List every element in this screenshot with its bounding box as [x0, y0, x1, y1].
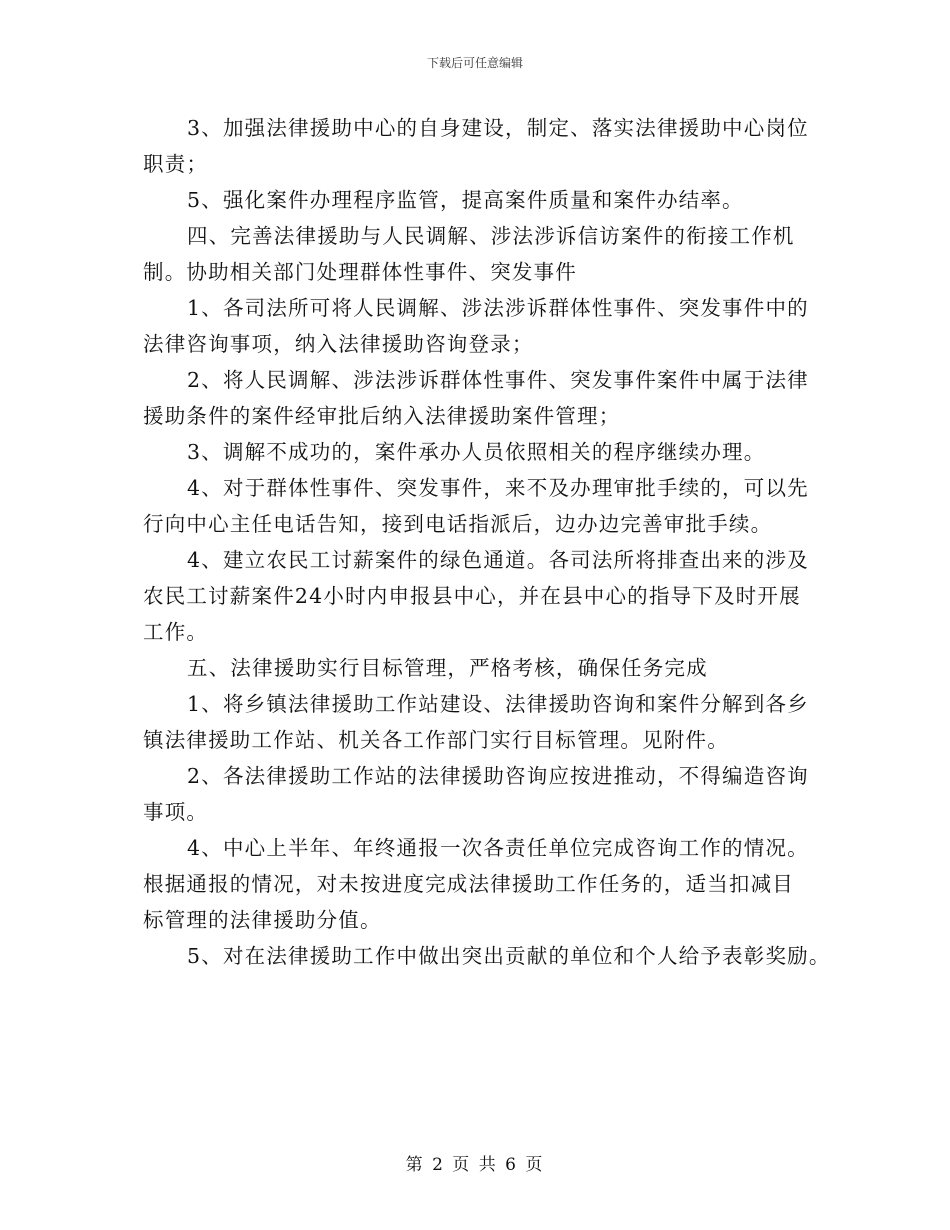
- text-line: 标管理的法律援助分值。: [143, 908, 382, 932]
- text-line: 四、完善法律援助与人民调解、涉法涉诉信访案件的衔接工作机: [187, 224, 795, 248]
- text-line: 五、法律援助实行目标管理，严格考核，确保任务完成: [187, 656, 708, 680]
- text-line: 工作。: [143, 620, 209, 644]
- page-footer: 第 2 页 共 6 页: [405, 1155, 545, 1175]
- text-line: 职责；: [143, 152, 209, 176]
- text-line: 援助条件的案件经审批后纳入法律援助案件管理；: [143, 404, 621, 428]
- text-line: 镇法律援助工作站、机关各工作部门实行目标管理。见附件。: [143, 728, 729, 752]
- text-line: 5、强化案件办理程序监管，提高案件质量和案件办结率。: [187, 188, 744, 212]
- text-line: 法律咨询事项，纳入法律援助咨询登录；: [143, 332, 534, 356]
- text-line: 事项。: [143, 800, 209, 824]
- text-line: 4、建立农民工讨薪案件的绿色通道。各司法所将排查出来的涉及: [187, 548, 809, 572]
- document-body: [143, 110, 833, 974]
- text-line: 4、中心上半年、年终通报一次各责任单位完成咨询工作的情况。: [187, 836, 809, 860]
- text-line: 2、各法律援助工作站的法律援助咨询应按进推动，不得编造咨询: [187, 764, 809, 788]
- text-line: 农民工讨薪案件24小时内申报县中心，并在县中心的指导下及时开展: [143, 584, 801, 608]
- text-line: 行向中心主任电话告知，接到电话指派后，边办边完善审批手续。: [143, 512, 773, 536]
- text-line: 1、各司法所可将人民调解、涉法涉诉群体性事件、突发事件中的: [187, 296, 809, 320]
- text-line: 1、将乡镇法律援助工作站建设、法律援助咨询和案件分解到各乡: [187, 692, 809, 716]
- text-line: 5、对在法律援助工作中做出突出贡献的单位和个人给予表彰奖励。: [187, 944, 831, 968]
- text-line: 3、加强法律援助中心的自身建设，制定、落实法律援助中心岗位: [187, 116, 809, 140]
- text-line: 2、将人民调解、涉法涉诉群体性事件、突发事件案件中属于法律: [187, 368, 809, 392]
- text-line: 根据通报的情况，对未按进度完成法律援助工作任务的，适当扣减目: [143, 872, 794, 896]
- text-line: 制。协助相关部门处理群体性事件、突发事件: [143, 260, 577, 284]
- text-line: 3、调解不成功的，案件承办人员依照相关的程序继续办理。: [187, 440, 766, 464]
- page-header: 下载后可任意编辑: [426, 56, 523, 70]
- text-line: 4、对于群体性事件、突发事件，来不及办理审批手续的，可以先: [187, 476, 809, 500]
